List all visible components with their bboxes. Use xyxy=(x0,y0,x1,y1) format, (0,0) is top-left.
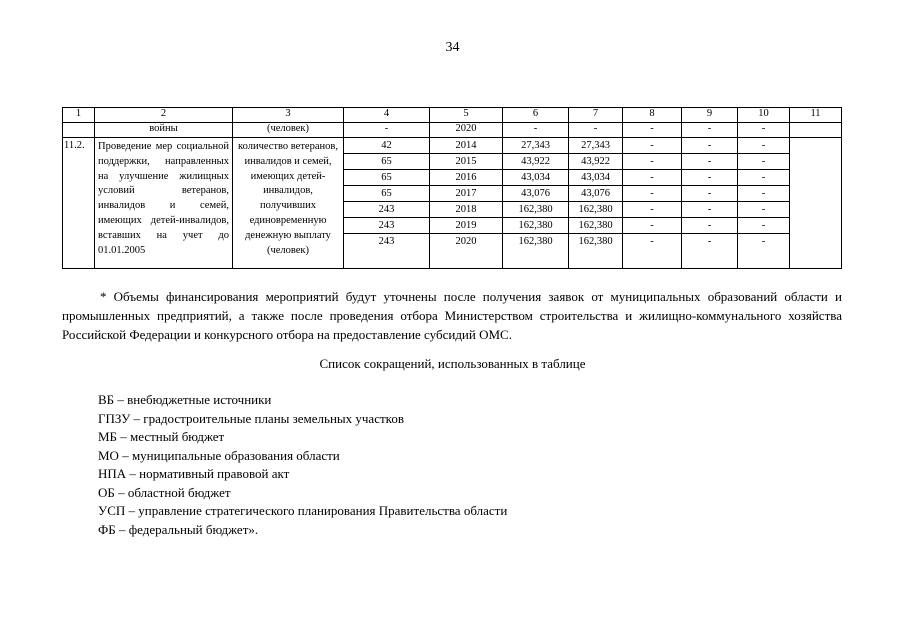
table-cell: - xyxy=(344,123,430,138)
amount-cell: - xyxy=(623,218,681,234)
value-cell: 243 xyxy=(344,218,429,234)
item-number: 11.2. xyxy=(64,140,85,151)
program-table xyxy=(62,107,842,269)
table-cell: - xyxy=(623,123,682,138)
amount-cell: - xyxy=(650,236,654,247)
header-cell: 7 xyxy=(569,108,623,123)
amount-cell: 43,922 xyxy=(503,154,568,170)
abbreviation-item: УСП – управление стратегического планирования Правительства области xyxy=(98,503,508,518)
year-cell: 2018 xyxy=(430,202,502,218)
item-indicator: количество ветеранов, инвалидов и семей, имеющих детей-инвалидов, получивших единовременную денежную выплату (человек) xyxy=(238,141,338,256)
year-cell: 2020 xyxy=(455,236,477,247)
header-cell: 1 xyxy=(63,108,95,123)
abbreviation-item: ФБ – федеральный бюджет». xyxy=(98,521,259,537)
table-cell: - xyxy=(569,123,623,138)
header-cell: 10 xyxy=(738,108,790,123)
item-description: Проведение мер социальной поддержки, направленных на улучшение жилищных условий ветеранов, инвалидов и семей, имеющих детей-инвалидов, вставших на учет до 01.01.2005 xyxy=(98,141,229,256)
abbreviation-item: МО – муниципальные образования области xyxy=(98,447,340,463)
table-cell xyxy=(63,123,95,138)
table-cell: - xyxy=(503,123,569,138)
amount-cell: - xyxy=(738,218,789,234)
amount-cell: 162,380 xyxy=(503,218,568,234)
amount-cell: - xyxy=(761,236,766,247)
amount-cell: 162,380 xyxy=(569,202,622,218)
amount-cell: 162,380 xyxy=(569,218,622,234)
year-cell: 2016 xyxy=(430,170,502,186)
abbreviation-item: МБ – местный бюджет xyxy=(98,429,225,444)
amount-cell: 43,034 xyxy=(503,170,568,186)
amount-cell: 43,922 xyxy=(569,154,622,170)
header-cell: 4 xyxy=(344,108,430,123)
year-cell: 2015 xyxy=(430,154,502,170)
amount-cell: - xyxy=(623,138,681,154)
abbreviation-item: ГПЗУ – градостроительные планы земельных участков xyxy=(98,410,404,426)
value-cell: 65 xyxy=(344,154,429,170)
item-description-cell xyxy=(95,138,233,269)
amount-cell: 27,343 xyxy=(569,138,622,154)
amount-cell: - xyxy=(738,154,789,170)
table-row-item-11-2 xyxy=(63,138,842,269)
amount-cell: - xyxy=(682,202,737,218)
table-cell: - xyxy=(738,123,790,138)
table-row xyxy=(63,123,842,138)
table-cell: 2020 xyxy=(430,123,503,138)
abbreviation-item: ВБ – внебюджетные источники xyxy=(98,392,272,407)
col6-column xyxy=(503,138,569,269)
value-column xyxy=(344,138,430,269)
abbreviation-item: ОБ – областной бюджет xyxy=(98,484,231,500)
footnote: * Объемы финансирования мероприятий будут уточнены после получения заявок от муниципальных образований области и промышленных предприятий, а также после проведения отбора Министерством строительства и жилищно-коммунального хозяйства Российской Федерации и конкурсного отбора на предоставление субсидий ОМС. xyxy=(62,289,842,342)
amount-cell: 43,034 xyxy=(569,170,622,186)
year-cell: 2019 xyxy=(430,218,502,234)
value-cell: 243 xyxy=(378,236,395,247)
item-indicator-cell xyxy=(233,138,344,269)
amount-cell: - xyxy=(707,236,712,247)
col11-column xyxy=(790,138,842,269)
amount-cell: - xyxy=(738,170,789,186)
amount-cell: - xyxy=(738,138,789,154)
amount-cell: - xyxy=(623,154,681,170)
header-cell: 11 xyxy=(790,108,842,123)
abbreviations-list xyxy=(98,391,507,539)
value-cell: 42 xyxy=(344,138,429,154)
header-cell: 5 xyxy=(430,108,503,123)
table-header-row xyxy=(63,108,842,123)
amount-cell: 162,380 xyxy=(518,236,553,247)
page-number: 34 xyxy=(445,40,460,55)
amount-cell: - xyxy=(623,170,681,186)
col10-column xyxy=(738,138,790,269)
amount-cell: - xyxy=(682,154,737,170)
year-column xyxy=(430,138,503,269)
year-cell: 2014 xyxy=(430,138,502,154)
value-cell: 243 xyxy=(344,202,429,218)
amount-cell: - xyxy=(682,186,737,202)
header-cell: 3 xyxy=(233,108,344,123)
table-cell xyxy=(790,123,842,138)
amount-cell: - xyxy=(623,202,681,218)
abbreviations-title: Список сокращений, использованных в таблице xyxy=(319,356,586,371)
amount-cell: - xyxy=(738,186,789,202)
col9-column xyxy=(682,138,738,269)
col8-column xyxy=(623,138,682,269)
amount-cell: 27,343 xyxy=(503,138,568,154)
amount-cell: 162,380 xyxy=(503,202,568,218)
col7-column xyxy=(569,138,623,269)
amount-cell: 43,076 xyxy=(569,186,622,202)
value-cell: 65 xyxy=(344,170,429,186)
amount-cell: - xyxy=(682,218,737,234)
header-cell: 8 xyxy=(623,108,682,123)
value-cell: 65 xyxy=(344,186,429,202)
header-cell: 6 xyxy=(503,108,569,123)
item-number-cell xyxy=(63,138,95,269)
amount-cell: - xyxy=(623,186,681,202)
amount-cell: - xyxy=(682,170,737,186)
amount-cell: - xyxy=(682,138,737,154)
amount-cell: 162,380 xyxy=(578,236,613,247)
table-cell: - xyxy=(682,123,738,138)
header-cell: 2 xyxy=(95,108,233,123)
amount-cell: - xyxy=(738,202,789,218)
abbreviation-item: НПА – нормативный правовой акт xyxy=(98,466,290,481)
table-cell: войны xyxy=(95,123,233,138)
amount-cell: 43,076 xyxy=(503,186,568,202)
year-cell: 2017 xyxy=(430,186,502,202)
header-cell: 9 xyxy=(682,108,738,123)
table-cell: (человек) xyxy=(233,123,344,138)
